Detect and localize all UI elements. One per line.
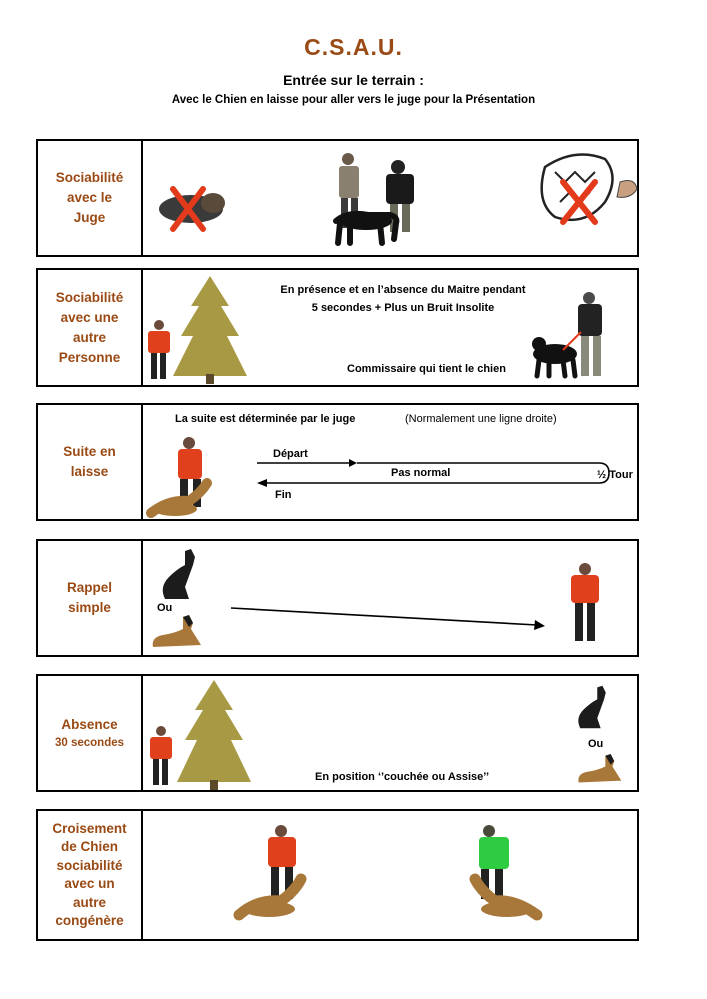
- recall-arrow: [231, 603, 551, 633]
- row-content: [143, 141, 637, 255]
- crossed-aggressive-dog-illustration: [535, 147, 640, 242]
- row-text-position: En position ‘’couchée ou Assise’’: [315, 771, 489, 783]
- page-title: C.S.A.U.: [304, 34, 403, 60]
- steward-holding-dog-illustration: [531, 292, 611, 382]
- handler-green-with-dog-illustration: [465, 825, 541, 921]
- row-label-cell: [38, 270, 143, 385]
- row-label: Rappel simple: [66, 580, 112, 615]
- fin-label: Fin: [275, 489, 292, 501]
- row-label-cell: [38, 541, 143, 655]
- row-label: Sociabilité avec le Juge: [55, 170, 124, 225]
- handler-red-with-dog-illustration: [235, 825, 311, 921]
- person-red-jacket-illustration: [147, 726, 175, 788]
- row-label-cell: [38, 141, 143, 255]
- ou-label: Ou: [157, 602, 173, 614]
- lying-dog-illustration: [575, 754, 625, 786]
- row-sociabilite-juge: [36, 139, 639, 257]
- person-red-jacket-illustration: [145, 320, 173, 382]
- tree-illustration: [177, 680, 252, 790]
- row-label-sub: 30 secondes: [54, 737, 125, 749]
- ou-label: Ou: [588, 738, 604, 750]
- row-label: Croisement de Chien sociabilité avec un autre congénère: [52, 820, 127, 928]
- row-text-commissaire: Commissaire qui tient le chien: [347, 363, 506, 375]
- row-text-suite-ligne: (Normalement une ligne droite): [405, 413, 557, 425]
- page-subtitle: Entrée sur le terrain :: [283, 72, 424, 88]
- page-subtitle-detail: Avec le Chien en laisse pour aller vers le juge pour la Présentation: [171, 94, 536, 106]
- judge-greeting-handler-illustration: [328, 153, 438, 248]
- row-content: [143, 270, 637, 385]
- row-rappel-simple: [36, 539, 639, 657]
- row-content: [143, 541, 637, 655]
- lying-dog-illustration: [149, 615, 205, 651]
- row-text-suite-judge: La suite est déterminée par le juge: [175, 413, 356, 425]
- handler-with-dog-illustration: [149, 437, 211, 519]
- row-suite-en-laisse: [36, 403, 639, 521]
- row-absence: [36, 674, 639, 792]
- row-label-cell: [38, 405, 143, 519]
- sitting-dog-illustration: [155, 547, 205, 601]
- row-sociabilite-autre-personne: [36, 268, 639, 387]
- sitting-dog-illustration: [571, 684, 615, 730]
- row-label: Absence: [61, 717, 118, 732]
- crossed-lying-dog-illustration: [151, 181, 231, 236]
- pas-normal-label: Pas normal: [391, 467, 451, 479]
- row-content: [143, 811, 637, 939]
- depart-label: Départ: [273, 448, 308, 460]
- demi-tour-label: ½ Tour: [597, 469, 633, 481]
- row-label: Sociabilité avec une autre Personne: [55, 289, 124, 365]
- row-content: [143, 405, 637, 519]
- row-label-cell: [38, 676, 143, 790]
- row-text-presence: En présence et en l’absence du Maitre pendant: [280, 284, 526, 296]
- row-text-duration: 5 secondes + Plus un Bruit Insolite: [311, 302, 495, 314]
- row-label-cell: [38, 811, 143, 939]
- tree-illustration: [173, 276, 248, 384]
- handler-red-jacket-illustration: [567, 563, 603, 643]
- row-croisement: [36, 809, 639, 941]
- row-label: Suite en laisse: [63, 444, 116, 479]
- row-content: [143, 676, 637, 790]
